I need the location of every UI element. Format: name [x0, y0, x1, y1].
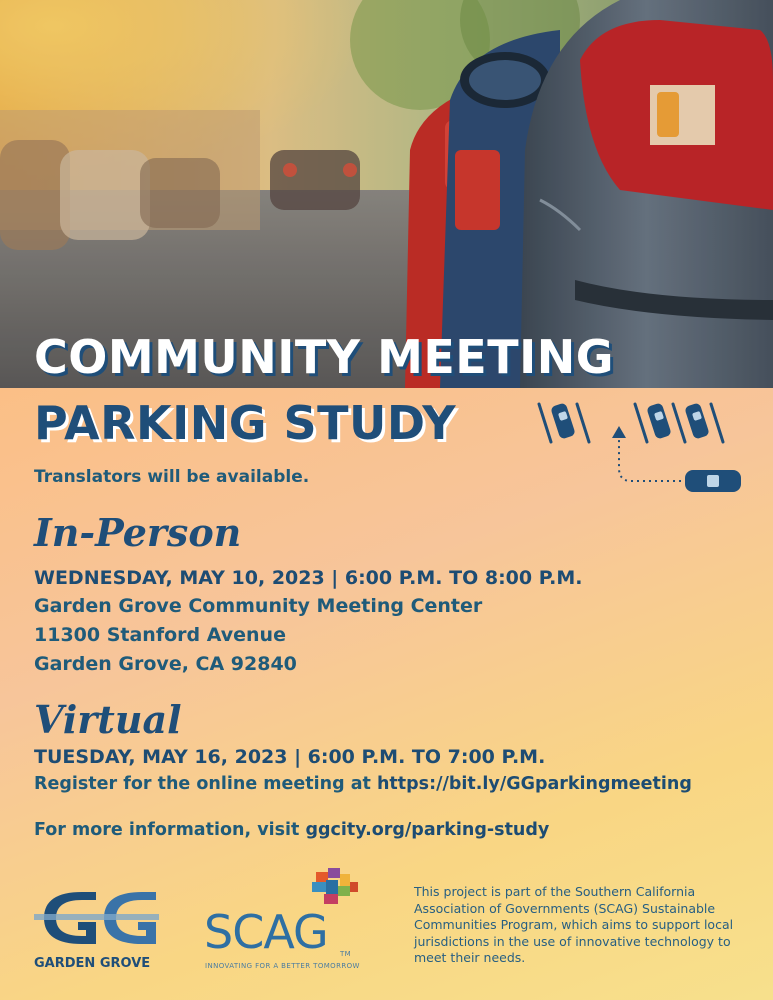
scag-logo [204, 868, 364, 908]
venue-street: 11300 Stanford Avenue [34, 624, 286, 646]
garden-grove-logo [34, 884, 159, 952]
scag-wordmark: SCAG [204, 905, 328, 959]
scag-tagline: INNOVATING FOR A BETTER TOMORROW [205, 962, 360, 970]
translators-note: Translators will be available. [34, 467, 310, 487]
virtual-datetime: TUESDAY, MAY 16, 2023 | 6:00 P.M. TO 7:00 P.M. [34, 746, 546, 768]
venue-name: Garden Grove Community Meeting Center [34, 595, 483, 617]
title-parking-study: PARKING STUDY [34, 396, 457, 450]
register-text: Register for the online meeting at [34, 774, 371, 794]
title-community-meeting: COMMUNITY MEETING [34, 330, 614, 384]
more-info-link[interactable]: ggcity.org/parking-study [305, 820, 550, 840]
scag-trademark: TM [340, 950, 352, 958]
program-disclaimer: This project is part of the Southern California Association of Governments (SCAG) Sustainable Communities Program, which aims to support local jurisdictions in the use of innovative technology to meet their needs. [414, 884, 734, 965]
more-info-text: For more information, visit [34, 820, 300, 840]
more-info-line [34, 820, 549, 840]
virtual-heading: Virtual [34, 697, 182, 742]
register-link[interactable]: https://bit.ly/GGparkingmeeting [376, 774, 692, 794]
venue-city: Garden Grove, CA 92840 [34, 653, 297, 675]
in-person-datetime: WEDNESDAY, MAY 10, 2023 | 6:00 P.M. TO 8:00 P.M. [34, 567, 583, 589]
in-person-heading: In-Person [34, 510, 242, 555]
register-line [34, 774, 692, 794]
garden-grove-label: GARDEN GROVE [34, 956, 151, 971]
parked-cars-icon [535, 398, 745, 498]
